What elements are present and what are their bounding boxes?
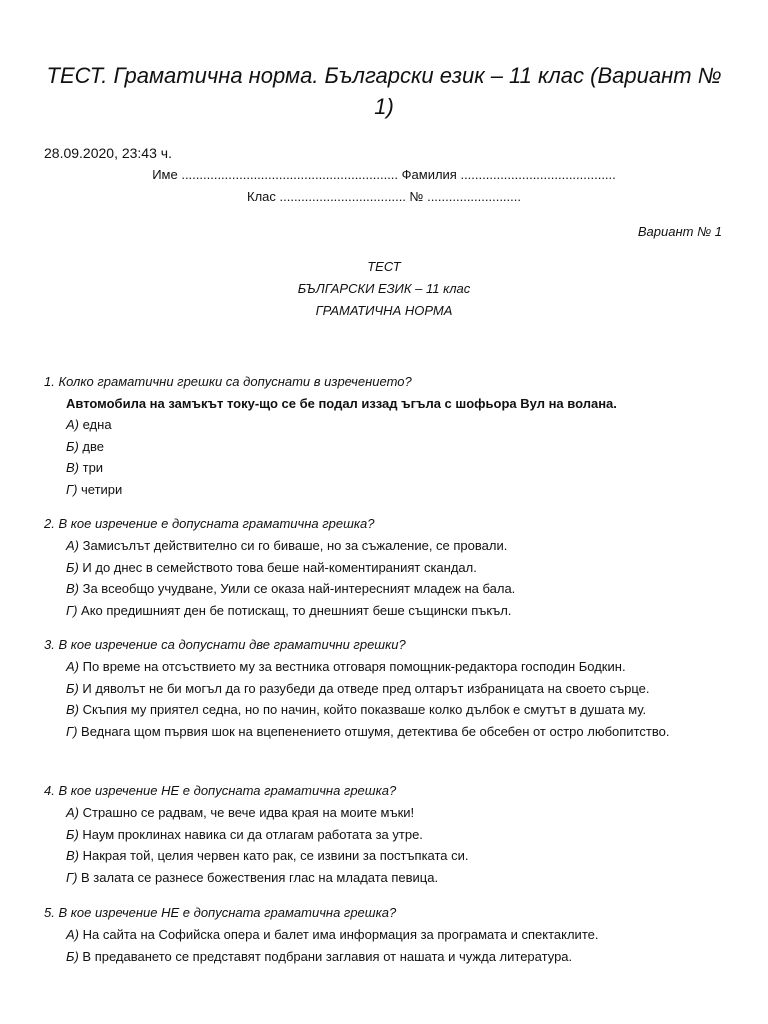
option-text: Страшно се радвам, че вече идва края на моите мъки! (79, 805, 415, 820)
option-letter: Б) (66, 438, 79, 454)
heading-topic: ГРАМАТИЧНА НОРМА (315, 303, 453, 318)
option-c (44, 845, 734, 867)
option-d (44, 479, 734, 501)
option-letter: А) (66, 417, 79, 432)
option-letter: А) (66, 659, 79, 674)
option-b (44, 824, 734, 846)
question-text: 5. В кое изречение НЕ е допусната граматична грешка? (44, 905, 397, 920)
heading-test: ТЕСТ (367, 259, 401, 274)
option-letter: А) (66, 538, 79, 553)
option-text: В залата се разнесе божествения глас на младата певица. (77, 869, 439, 885)
option-letter: А) (66, 805, 79, 820)
option-text: три (79, 460, 104, 475)
option-text: По време на отсъствието му за вестника отговаря помощник-редактора господин Бодкин. (79, 659, 626, 674)
option-letter: В) (66, 702, 79, 717)
option-text: една (79, 417, 112, 432)
option-text: За всеобщо учудване, Уили се оказа най-интересният младеж на бала. (79, 581, 516, 596)
option-a (44, 656, 734, 678)
option-letter: Г) (66, 869, 78, 885)
option-b (44, 946, 734, 968)
option-d (44, 867, 734, 889)
option-text: Скъпия му приятел седна, но по начин, който показваше колко дълбок е смутът в душата му. (79, 702, 647, 717)
option-letter: А) (66, 927, 79, 942)
option-c (44, 699, 734, 721)
option-text: И дяволът не би могъл да го разубеди да отведе пред олтарът избраницата на своето сърце. (78, 680, 650, 696)
variant-label: Вариант № 1 (637, 224, 722, 239)
option-b (44, 678, 734, 700)
option-letter: Б) (66, 559, 79, 575)
option-text: Веднага щом първия шок на вцепенението отшумя, детектива бе обсебен от остро любопитство. (77, 723, 670, 739)
option-c (44, 457, 734, 479)
option-letter: Б) (66, 948, 79, 964)
option-a (44, 924, 734, 946)
option-a (44, 802, 734, 824)
option-letter: Г) (66, 723, 78, 739)
option-letter: Г) (66, 602, 78, 618)
option-letter: В) (66, 848, 79, 863)
option-text: В предаването се представят подбрани заглавия от нашата и чужда литература. (78, 948, 573, 964)
option-b (44, 436, 734, 458)
question-text: 4. В кое изречение НЕ е допусната граматична грешка? (44, 783, 397, 798)
option-b (44, 557, 734, 579)
option-text: Накрая той, целия червен като рак, се извини за постъпката си. (79, 848, 469, 863)
heading-subject: БЪЛГАРСКИ ЕЗИК – 11 клас (297, 281, 471, 296)
question-text: 1. Колко граматични грешки са допуснати в изречението? (44, 374, 412, 389)
option-c (44, 578, 734, 600)
name-line: Име ............................................................ Фамилия ........................................... (152, 167, 616, 182)
option-a (44, 414, 734, 436)
question-1 (44, 371, 734, 500)
option-letter: Б) (66, 826, 79, 842)
option-letter: В) (66, 460, 79, 475)
option-a (44, 535, 734, 557)
option-text: Наум проклинах навика си да отлагам работата за утре. (78, 826, 423, 842)
option-text: Ако предишният ден бе потискащ, то днешният беше същински пъкъл. (77, 602, 512, 618)
question-2 (44, 513, 734, 621)
option-text: И до днес в семейството това беше най-коментираният скандал. (78, 559, 477, 575)
question-3 (44, 634, 734, 742)
class-line: Клас ................................... № .......................... (247, 189, 521, 204)
question-5 (44, 902, 734, 967)
question-4 (44, 780, 734, 888)
option-letter: В) (66, 581, 79, 596)
question-sentence: Автомобила на замъкът току-що се бе подал иззад ъгъла с шофьора Вул на волана. (66, 396, 617, 411)
option-d (44, 721, 734, 743)
question-text: 3. В кое изречение са допуснати две граматични грешки? (44, 637, 406, 652)
option-text: Замисълът действително си го биваше, но за съжаление, се провали. (79, 538, 508, 553)
option-letter: Б) (66, 680, 79, 696)
option-letter: Г) (66, 481, 78, 497)
option-text: На сайта на Софийска опера и балет има информация за програмата и спектаклите. (79, 927, 599, 942)
option-text: две (78, 438, 104, 454)
option-text: четири (77, 481, 123, 497)
option-d (44, 600, 734, 622)
document-title: ТЕСТ. Граматична норма. Български език – 11 клас (Вариант № 1) (46, 63, 722, 119)
question-text: 2. В кое изречение е допусната граматична грешка? (44, 516, 375, 531)
timestamp: 28.09.2020, 23:43 ч. (44, 145, 172, 161)
